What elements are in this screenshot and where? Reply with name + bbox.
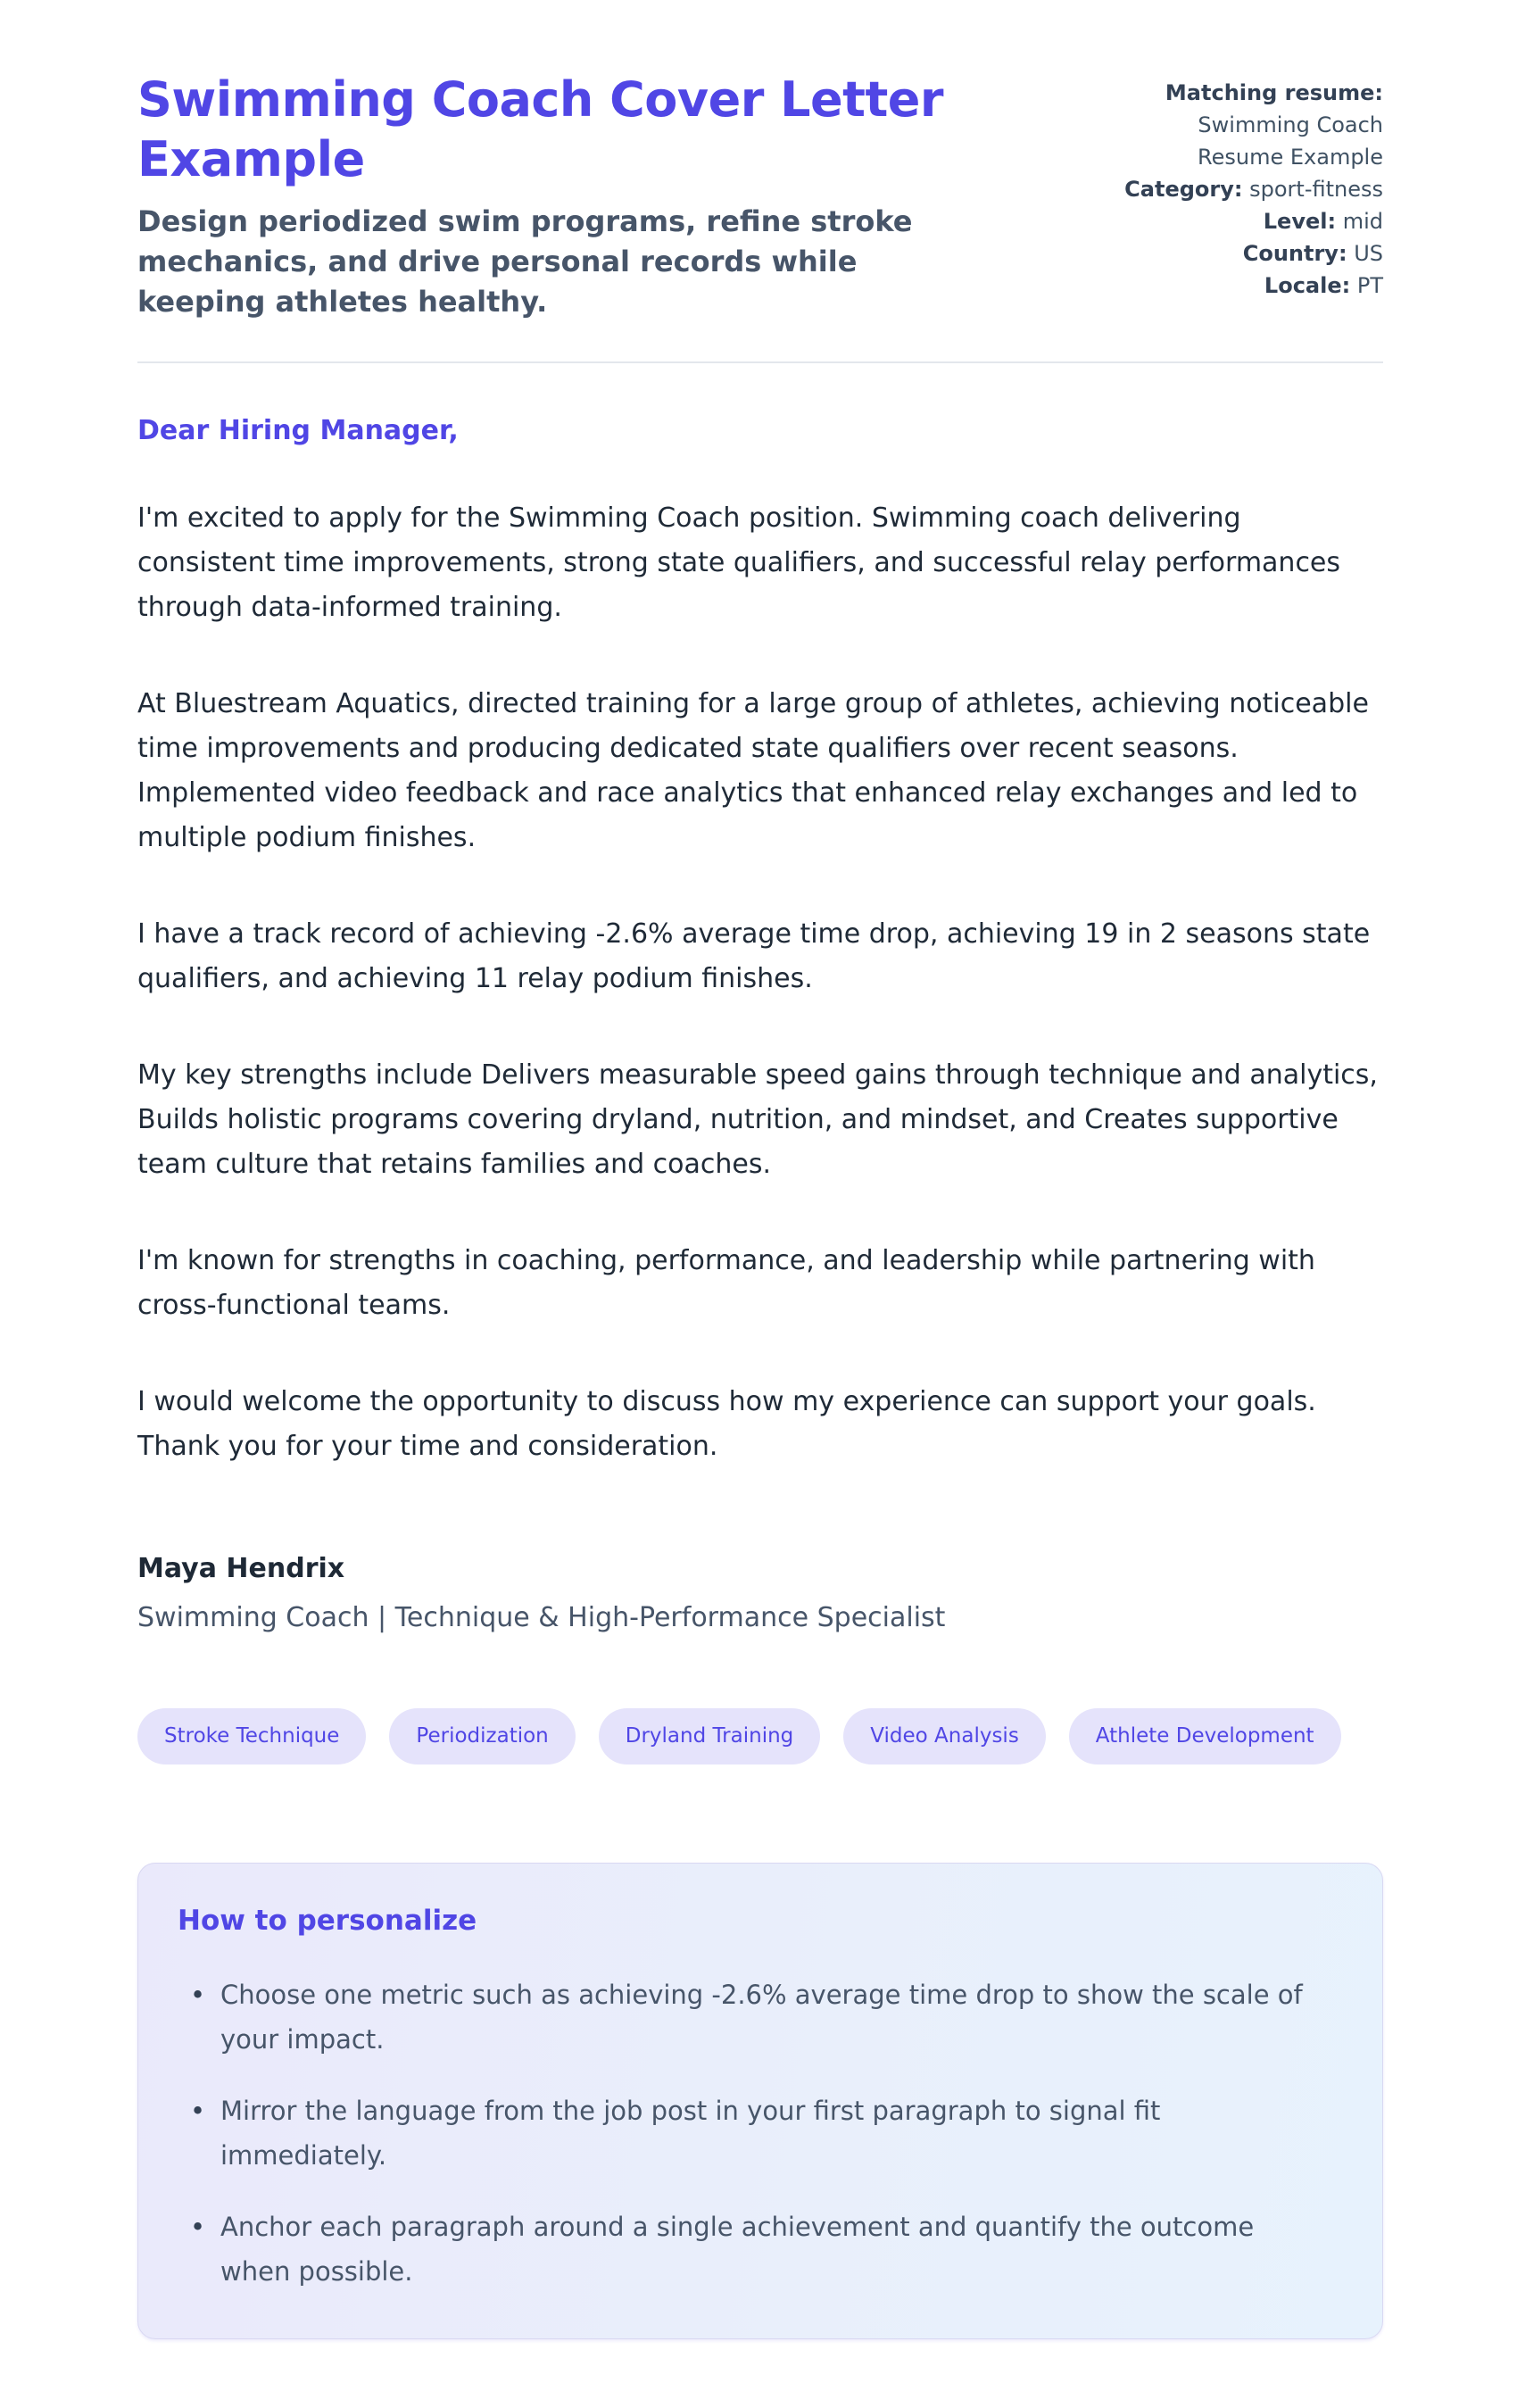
personalize-tip: • Choose one metric such as achieving -2.6% average time drop to show the scale of your impact. <box>178 1972 1320 2062</box>
resume-meta-block <box>1115 70 1383 302</box>
tag-dryland-training[interactable]: Dryland Training <box>599 1708 821 1764</box>
letter-paragraph: I'm known for strengths in coaching, performance, and leadership while partnering with cross-functional teams. <box>137 1245 1315 1321</box>
tag-video-analysis[interactable]: Video Analysis <box>843 1708 1046 1764</box>
letter-paragraph: My key strengths include Delivers measurable speed gains through technique and analytics, Builds holistic programs covering dryland, nutrition, and mindset, and Creates supportive team culture that retains families and coaches. <box>137 1059 1378 1180</box>
letter-paragraph: I have a track record of achieving -2.6% average time drop, achieving 19 in 2 seasons state qualifiers, and achieving 11 relay podium finishes. <box>137 918 1371 994</box>
tag-stroke-technique[interactable]: Stroke Technique <box>137 1708 366 1764</box>
skill-tags-row <box>137 1708 1383 1764</box>
meta-matching-resume-value: Swimming Coach Resume Example <box>1198 112 1383 170</box>
meta-category-value: sport-fitness <box>1249 177 1383 202</box>
personalize-heading: How to personalize <box>178 1905 477 1937</box>
meta-category <box>1115 173 1383 205</box>
letter-greeting: Dear Hiring Manager, <box>137 415 459 446</box>
meta-matching-resume-label: Matching resume: <box>1165 80 1383 105</box>
page-title: Swimming Coach Cover Letter Example <box>137 71 944 187</box>
meta-country-value: US <box>1354 241 1383 266</box>
meta-country <box>1115 237 1383 270</box>
page-header <box>137 70 1383 322</box>
tag-athlete-development[interactable]: Athlete Development <box>1069 1708 1341 1764</box>
cover-letter-body <box>137 415 1383 1633</box>
meta-locale-label: Locale: <box>1264 273 1351 298</box>
letter-paragraph: I would welcome the opportunity to discuss how my experience can support your goals. Thank you for your time and consideration. <box>137 1386 1316 1462</box>
header-divider <box>137 361 1383 363</box>
meta-category-label: Category: <box>1124 177 1243 202</box>
personalize-tips-list <box>178 1972 1336 2294</box>
personalize-tip: • Mirror the language from the job post in your first paragraph to signal fit immediately. <box>178 2088 1320 2178</box>
signature-role: Swimming Coach | Technique & High-Performance Specialist <box>137 1602 946 1633</box>
page-subtitle: Design periodized swim programs, refine stroke mechanics, and drive personal records while keeping athletes healthy. <box>137 204 913 319</box>
meta-level-label: Level: <box>1263 209 1337 234</box>
personalize-callout <box>137 1863 1383 2339</box>
meta-locale <box>1115 270 1383 302</box>
header-title-block <box>137 70 985 322</box>
tag-periodization[interactable]: Periodization <box>389 1708 575 1764</box>
signature-block <box>137 1553 1383 1633</box>
letter-paragraph: At Bluestream Aquatics, directed training for a large group of athletes, achieving noticeable time improvements and producing dedicated state qualifiers over recent seasons. Implemented video feedback and race analytics that enhanced relay exchanges and led to multiple podium finishes. <box>137 688 1369 853</box>
meta-level-value: mid <box>1342 209 1383 234</box>
signature-name: Maya Hendrix <box>137 1553 345 1584</box>
meta-country-label: Country: <box>1242 241 1347 266</box>
letter-paragraph: I'm excited to apply for the Swimming Coach position. Swimming coach delivering consistent time improvements, strong state qualifiers, and successful relay performances through data-informed training. <box>137 502 1341 623</box>
meta-locale-value: PT <box>1356 273 1383 298</box>
meta-matching-resume <box>1115 77 1383 173</box>
meta-level <box>1115 205 1383 237</box>
personalize-tip: • Anchor each paragraph around a single achievement and quantify the outcome when possible. <box>178 2205 1320 2294</box>
